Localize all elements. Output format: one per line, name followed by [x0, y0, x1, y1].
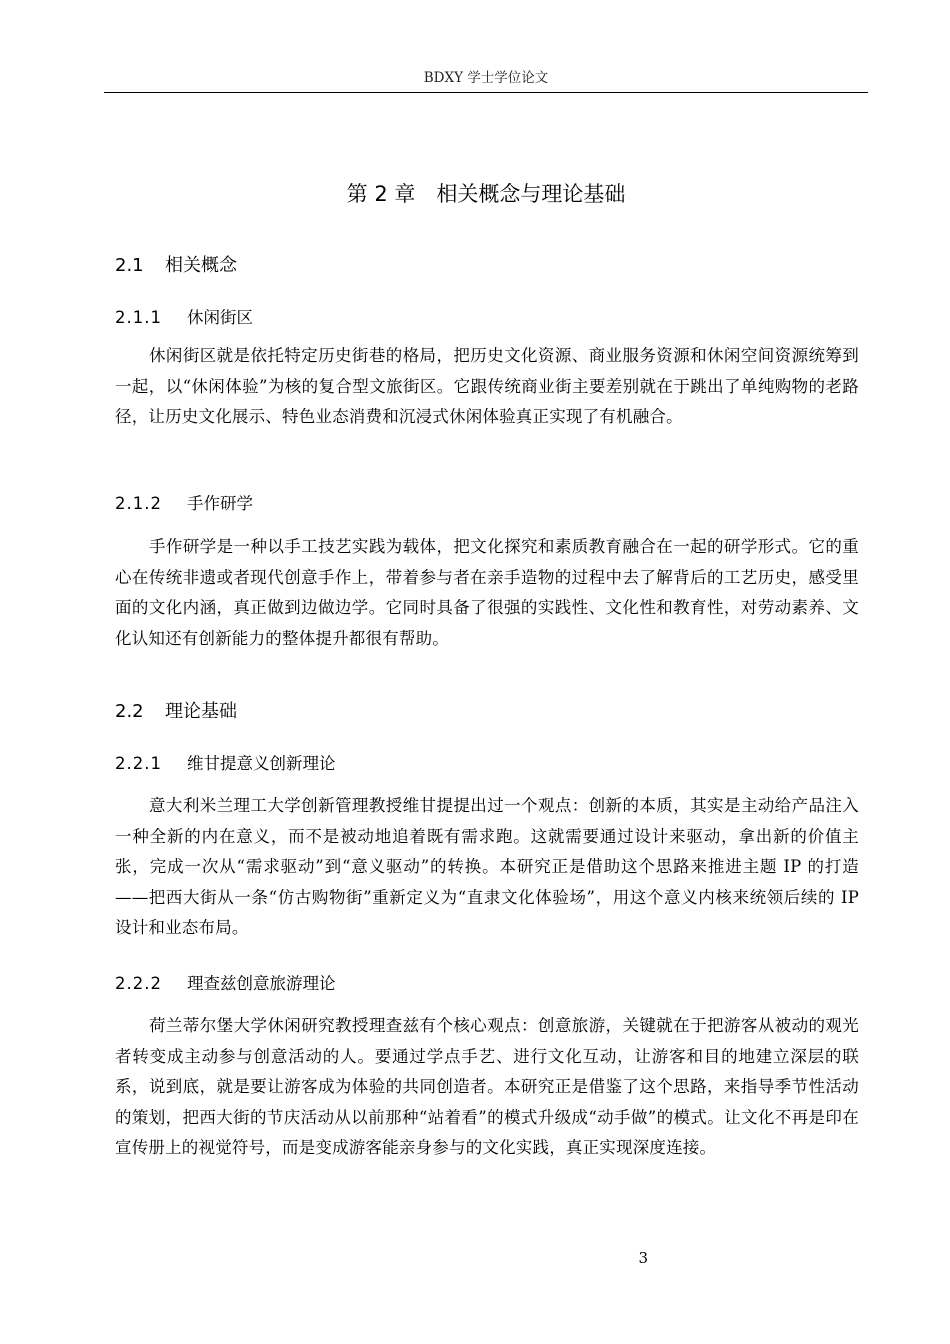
- chapter-title: 第 2 章 相关概念与理论基础: [346, 182, 626, 206]
- subsection-number: 2.1.2: [115, 494, 162, 513]
- subsection-number: 2.2.2: [115, 974, 162, 993]
- paragraph-2-2-2: 荷兰蒂尔堡大学休闲研究教授理查兹有个核心观点：创意旅游，关键就在于把游客从被动的观光者转变成主动参与创意活动的人。要通过学点手艺、进行文化互动，让游客和目的地建立深层的联系，说到底，就是要让游客成为体验的共同创造者。本研究正是借鉴了这个思路，来指导季节性活动的策划，把西大街的节庆活动从以前那种“站着看”的模式升级成“动手做”的模式。让文化不再是印在宣传册上的视觉符号，而是变成游客能亲身参与的文化实践，真正实现深度连接。: [115, 1016, 859, 1157]
- subsection-title: 维甘提意义创新理论: [187, 754, 336, 773]
- paragraph-2-2-1: 意大利米兰理工大学创新管理教授维甘提提出过一个观点：创新的本质，其实是主动给产品注入一种全新的内在意义，而不是被动地追着既有需求跑。这就需要通过设计来驱动，拿出新的价值主张，完成一次从“需求驱动”到“意义驱动”的转换。本研究正是借助这个思路来推进主题 IP 的打造——把西大街从一条“仿古购物街”重新定义为“直隶文化体验场”，用这个意义内核来统领后续的 IP 设计和业态布局。: [115, 796, 859, 937]
- subsection-heading-2-1-1: [115, 306, 253, 330]
- section-title: 相关概念: [165, 255, 237, 276]
- section-heading-2-1: [115, 253, 237, 279]
- section-number: 2.1: [115, 255, 144, 276]
- subsection-heading-2-2-1: [115, 752, 336, 776]
- subsection-title: 手作研学: [187, 494, 253, 513]
- subsection-heading-2-2-2: [115, 972, 336, 996]
- page-number: 3: [638, 1249, 648, 1267]
- section-number: 2.2: [115, 701, 144, 722]
- subsection-number: 2.2.1: [115, 754, 162, 773]
- subsection-heading-2-1-2: [115, 492, 253, 516]
- section-heading-2-2: [115, 699, 237, 725]
- paragraph-2-1-1: 休闲街区就是依托特定历史街巷的格局，把历史文化资源、商业服务资源和休闲空间资源统筹到一起，以“休闲体验”为核的复合型文旅街区。它跟传统商业街主要差别就在于跳出了单纯购物的老路径，让历史文化展示、特色业态消费和沉浸式休闲体验真正实现了有机融合。: [115, 346, 859, 426]
- subsection-number: 2.1.1: [115, 308, 162, 327]
- subsection-title: 理查兹创意旅游理论: [187, 974, 336, 993]
- subsection-title: 休闲街区: [187, 308, 253, 327]
- paragraph-2-1-2: 手作研学是一种以手工技艺实践为载体，把文化探究和素质教育融合在一起的研学形式。它的重心在传统非遗或者现代创意手作上，带着参与者在亲手造物的过程中去了解背后的工艺历史，感受里面的文化内涵，真正做到边做边学。它同时具备了很强的实践性、文化性和教育性，对劳动素养、文化认知还有创新能力的整体提升都很有帮助。: [115, 537, 859, 648]
- running-header: BDXY 学士学位论文: [423, 70, 549, 86]
- section-title: 理论基础: [165, 701, 237, 722]
- header-rule: [104, 92, 868, 93]
